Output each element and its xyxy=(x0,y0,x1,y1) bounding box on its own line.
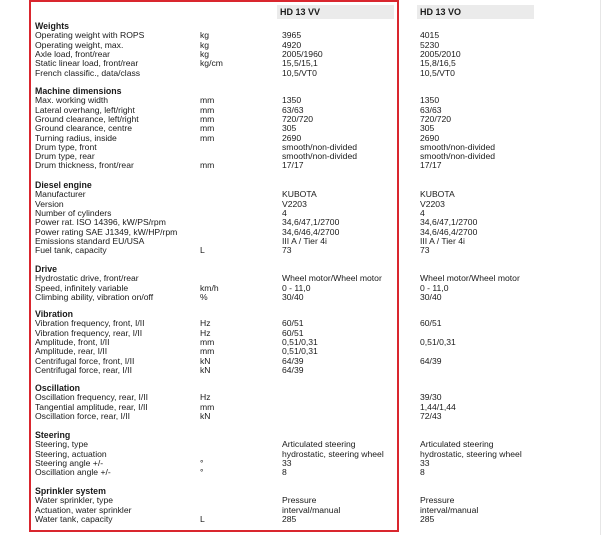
spec-label: Static linear load, front/rear xyxy=(35,58,139,69)
spec-value-hd13vo: 4 xyxy=(420,207,425,218)
spec-label: Water tank, capacity xyxy=(35,513,113,524)
spec-label: Ground clearance, left/right xyxy=(35,113,139,124)
spec-value-hd13vv: 1350 xyxy=(282,95,302,106)
spec-value-hd13vo: 39/30 xyxy=(420,392,442,403)
spec-value-hd13vv: 10,5/VT0 xyxy=(282,67,317,78)
spec-unit: kN xyxy=(200,410,211,421)
spec-value-hd13vo: 1350 xyxy=(420,95,440,106)
spec-value-hd13vo: 17/17 xyxy=(420,160,442,171)
spec-label: Drum type, front xyxy=(35,141,97,152)
spec-value-hd13vv: 64/39 xyxy=(282,364,304,375)
spec-value-hd13vv: 2005/1960 xyxy=(282,48,323,59)
spec-value-hd13vo: hydrostatic, steering wheel xyxy=(420,448,522,459)
spec-value-hd13vo: 5230 xyxy=(420,39,440,50)
spec-label: Centrifugal force, rear, I/II xyxy=(35,364,132,375)
spec-label: French classific., data/class xyxy=(35,67,141,78)
spec-label: Version xyxy=(35,198,64,209)
spec-label: Max. working width xyxy=(35,95,109,106)
spec-unit: mm xyxy=(200,160,215,171)
spec-label: Power rat. ISO 14396, kW/PS/rpm xyxy=(35,217,166,228)
spec-unit: Hz xyxy=(200,392,211,403)
spec-value-hd13vo: 34,6/46,4/2700 xyxy=(420,226,478,237)
spec-value-hd13vv: interval/manual xyxy=(282,504,341,515)
spec-value-hd13vv: 63/63 xyxy=(282,104,304,115)
spec-value-hd13vo: KUBOTA xyxy=(420,189,455,200)
spec-label: Hydrostatic drive, front/rear xyxy=(35,273,139,284)
spec-label: Amplitude, rear, I/II xyxy=(35,346,108,357)
spec-label: Emissions standard EU/USA xyxy=(35,235,145,246)
spec-value-hd13vv: 720/720 xyxy=(282,113,314,124)
section-title: Machine dimensions xyxy=(35,86,122,96)
spec-value-hd13vo: Articulated steering xyxy=(420,439,494,450)
spec-label: Oscillation force, rear, I/II xyxy=(35,410,131,421)
spec-value-hd13vv: 8 xyxy=(282,467,287,478)
section-title: Oscillation xyxy=(35,383,80,393)
spec-value-hd13vo: 33 xyxy=(420,457,430,468)
spec-unit: kg/cm xyxy=(200,58,223,69)
spec-value-hd13vo: 720/720 xyxy=(420,113,452,124)
spec-unit: Hz xyxy=(200,327,211,338)
spec-value-hd13vo: 60/51 xyxy=(420,318,442,329)
spec-label: Ground clearance, centre xyxy=(35,123,132,134)
section-title: Vibration xyxy=(35,309,73,319)
spec-value-hd13vo: 10,5/VT0 xyxy=(420,67,455,78)
spec-value-hd13vo: 8 xyxy=(420,467,425,478)
spec-label: Drum type, rear xyxy=(35,151,95,162)
spec-value-hd13vv: 0 - 11,0 xyxy=(282,282,311,293)
section-title: Sprinkler system xyxy=(35,486,106,496)
spec-unit: kN xyxy=(200,355,211,366)
section-title: Diesel engine xyxy=(35,180,92,190)
spec-unit: mm xyxy=(200,113,215,124)
spec-value-hd13vv: III A / Tier 4i xyxy=(282,235,327,246)
spec-value-hd13vo: 285 xyxy=(420,513,435,524)
spec-value-hd13vv: 3965 xyxy=(282,30,302,41)
spec-value-hd13vo: 63/63 xyxy=(420,104,442,115)
spec-value-hd13vv: 34,6/47,1/2700 xyxy=(282,217,340,228)
spec-label: Operating weight, max. xyxy=(35,39,124,50)
spec-value-hd13vv: 34,6/46,4/2700 xyxy=(282,226,340,237)
spec-value-hd13vo: 64/39 xyxy=(420,355,442,366)
spec-label: Drum thickness, front/rear xyxy=(35,160,134,171)
spec-label: Turning radius, inside xyxy=(35,132,117,143)
spec-label: Manufacturer xyxy=(35,189,86,200)
spec-label: Climbing ability, vibration on/off xyxy=(35,291,154,302)
spec-value-hd13vv: 33 xyxy=(282,457,292,468)
spec-value-hd13vo: 30/40 xyxy=(420,291,442,302)
spec-value-hd13vv: 73 xyxy=(282,245,292,256)
spec-unit: Hz xyxy=(200,318,211,329)
spec-label: Steering, type xyxy=(35,439,89,450)
spec-value-hd13vo: 4015 xyxy=(420,30,440,41)
spec-unit: ° xyxy=(200,467,204,478)
spec-unit: mm xyxy=(200,104,215,115)
column-header-hd13vo: HD 13 VO xyxy=(417,5,534,19)
spec-value-hd13vo: 73 xyxy=(420,245,430,256)
spec-value-hd13vv: 60/51 xyxy=(282,327,304,338)
spec-label: Centrifugal force, front, I/II xyxy=(35,355,135,366)
spec-label: Actuation, water sprinkler xyxy=(35,504,132,515)
spec-value-hd13vv: smooth/non-divided xyxy=(282,141,358,152)
spec-value-hd13vv: Pressure xyxy=(282,495,317,506)
spec-unit: L xyxy=(200,513,205,524)
spec-label: Tangential amplitude, rear, I/II xyxy=(35,401,148,412)
spec-label: Speed, infinitely variable xyxy=(35,282,129,293)
spec-value-hd13vo: 72/43 xyxy=(420,410,442,421)
spec-value-hd13vo: Wheel motor/Wheel motor xyxy=(420,273,520,284)
spec-label: Axle load, front/rear xyxy=(35,48,110,59)
spec-value-hd13vv: 17/17 xyxy=(282,160,304,171)
page-edge-line xyxy=(600,0,601,535)
spec-label: Fuel tank, capacity xyxy=(35,245,107,256)
spec-label: Water sprinkler, type xyxy=(35,495,114,506)
spec-unit: kg xyxy=(200,30,210,41)
spec-unit: kN xyxy=(200,364,211,375)
spec-value-hd13vv: V2203 xyxy=(282,198,307,209)
spec-value-hd13vv: 0,51/0,31 xyxy=(282,346,318,357)
spec-label: Oscillation frequency, rear, I/II xyxy=(35,392,149,403)
section-title: Drive xyxy=(35,264,58,274)
spec-label: Vibration frequency, front, I/II xyxy=(35,318,145,329)
spec-value-hd13vv: 30/40 xyxy=(282,291,304,302)
spec-value-hd13vv: smooth/non-divided xyxy=(282,151,358,162)
spec-unit: mm xyxy=(200,346,215,357)
spec-value-hd13vo: V2203 xyxy=(420,198,445,209)
spec-unit: mm xyxy=(200,401,215,412)
spec-value-hd13vv: Wheel motor/Wheel motor xyxy=(282,273,382,284)
spec-unit: kg xyxy=(200,39,210,50)
spec-value-hd13vo: III A / Tier 4i xyxy=(420,235,465,246)
spec-unit: % xyxy=(200,291,208,302)
section-title: Weights xyxy=(35,21,70,31)
spec-value-hd13vv: Articulated steering xyxy=(282,439,356,450)
spec-value-hd13vo: 34,6/47,1/2700 xyxy=(420,217,478,228)
spec-value-hd13vv: 64/39 xyxy=(282,355,304,366)
spec-value-hd13vo: Pressure xyxy=(420,495,455,506)
spec-unit: kg xyxy=(200,48,210,59)
spec-value-hd13vo: 15,8/16,5 xyxy=(420,58,456,69)
spec-value-hd13vv: 4 xyxy=(282,207,287,218)
spec-value-hd13vv: 0,51/0,31 xyxy=(282,336,318,347)
spec-unit: mm xyxy=(200,336,215,347)
spec-value-hd13vv: 285 xyxy=(282,513,297,524)
spec-unit: km/h xyxy=(200,282,219,293)
spec-value-hd13vv: 2690 xyxy=(282,132,302,143)
spec-label: Operating weight with ROPS xyxy=(35,30,145,41)
spec-value-hd13vo: 2690 xyxy=(420,132,440,143)
spec-label: Lateral overhang, left/right xyxy=(35,104,135,115)
spec-label: Amplitude, front, I/II xyxy=(35,336,110,347)
spec-value-hd13vo: 1,44/1,44 xyxy=(420,401,456,412)
spec-value-hd13vv: 4920 xyxy=(282,39,302,50)
spec-value-hd13vo: smooth/non-divided xyxy=(420,141,496,152)
section-title: Steering xyxy=(35,430,71,440)
spec-value-hd13vo: smooth/non-divided xyxy=(420,151,496,162)
spec-unit: mm xyxy=(200,123,215,134)
spec-label: Steering, actuation xyxy=(35,448,107,459)
spec-value-hd13vo: 2005/2010 xyxy=(420,48,461,59)
spec-label: Steering angle +/- xyxy=(35,457,104,468)
spec-unit: mm xyxy=(200,132,215,143)
spec-label: Vibration frequency, rear, I/II xyxy=(35,327,143,338)
spec-value-hd13vv: KUBOTA xyxy=(282,189,317,200)
spec-label: Power rating SAE J1349, kW/HP/rpm xyxy=(35,226,178,237)
spec-unit: mm xyxy=(200,95,215,106)
spec-value-hd13vv: 15,5/15,1 xyxy=(282,58,318,69)
spec-value-hd13vv: 305 xyxy=(282,123,297,134)
spec-label: Oscillation angle +/- xyxy=(35,467,111,478)
spec-value-hd13vo: 0,51/0,31 xyxy=(420,336,456,347)
spec-value-hd13vv: hydrostatic, steering wheel xyxy=(282,448,384,459)
spec-value-hd13vo: 0 - 11,0 xyxy=(420,282,449,293)
spec-unit: L xyxy=(200,245,205,256)
column-header-hd13vv: HD 13 VV xyxy=(277,5,394,19)
spec-value-hd13vv: 60/51 xyxy=(282,318,304,329)
spec-value-hd13vo: interval/manual xyxy=(420,504,479,515)
spec-label: Number of cylinders xyxy=(35,207,112,218)
spec-value-hd13vo: 305 xyxy=(420,123,435,134)
spec-unit: ° xyxy=(200,457,204,468)
